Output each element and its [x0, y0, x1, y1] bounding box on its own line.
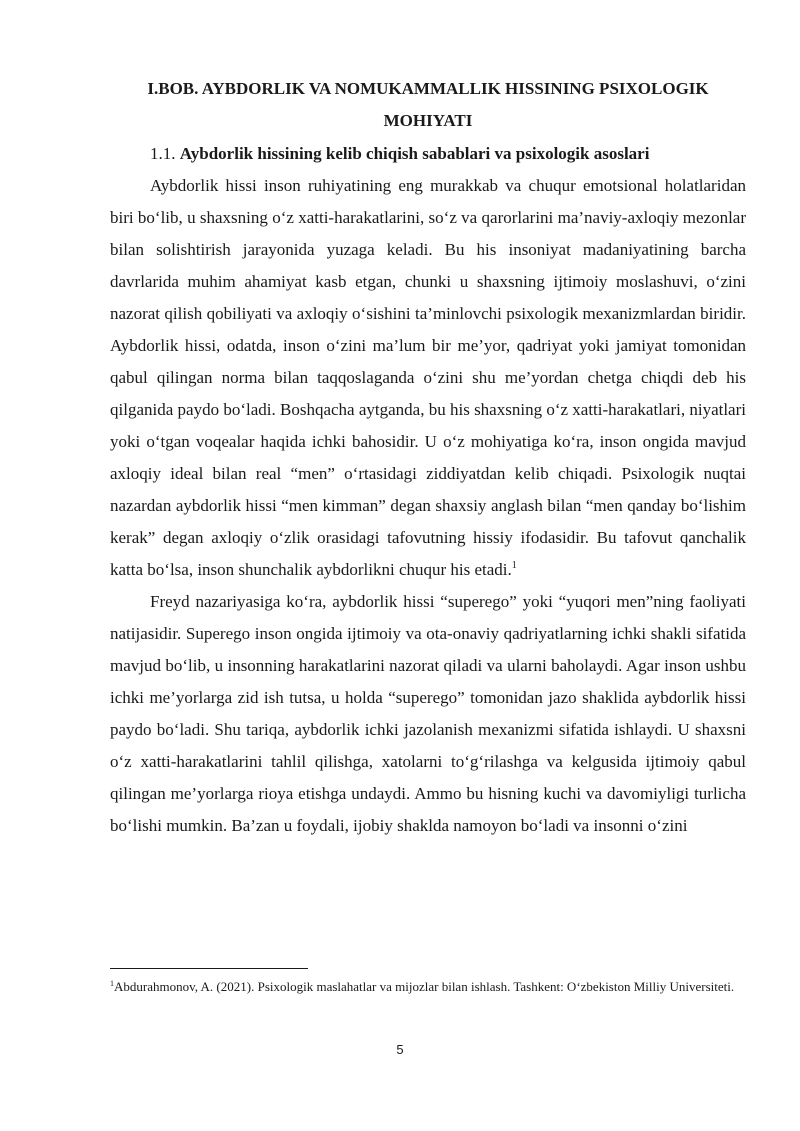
- footnote-divider: [110, 968, 308, 969]
- paragraph: [110, 170, 746, 586]
- footnote: [110, 974, 746, 999]
- page-number: 5: [396, 1042, 404, 1057]
- chapter-title: I.BOB. AYBDORLIK VA NOMUKAMMALLIK HISSINING PSIXOLOGIK MOHIYATI: [147, 79, 709, 130]
- section-heading: [110, 138, 746, 170]
- footnote-reference: 1: [511, 560, 517, 571]
- paragraph: [110, 586, 746, 842]
- paragraph-text: Freyd nazariyasiga ko‘ra, aybdorlik hissi “superego” yoki “yuqori men”ning faoliyati natijasidir. Superego inson ongida ijtimoiy va ota-onaviy qadriyatlarning ichki shakli sifatida mavjud bo‘lib, u insonning harakatlarini nazorat qiladi va ularni baholaydi. Agar inson ushbu ichki me’yorlarga zid ish tutsa, u holda “superego” tomonidan jazo shaklida aybdorlik hissi paydo bo‘ladi. Shu tariqa, aybdorlik ichki jazolanish mexanizmi sifatida ishlaydi. U shaxsni o‘z xatti-harakatlarini tahlil qilishga, xatolarni to‘g‘rilashga va kelgusida ijtimoiy qabul qilingan me’yorlarga rioya etishga undaydi. Ammo bu hisning kuchi va davomiyligi turlicha bo‘lishi mumkin. Ba’zan u foydali, ijobiy shaklda namoyon bo‘ladi va insonni o‘zini: [110, 592, 746, 835]
- paragraph-text: Aybdorlik hissi inson ruhiyatining eng murakkab va chuqur emotsional holatlaridan biri bo‘lib, u shaxsning o‘z xatti-harakatlarini, so‘z va qarorlarini ma’naviy-axloqiy mezonlar bilan solishtirish jarayonida yuzaga keladi. Bu his insoniyat madaniyatining barcha davrlarida muhim ahamiyat kasb etgan, chunki u shaxsning ijtimoiy moslashuvi, o‘zini nazorat qilish qobiliyati va axloqiy o‘sishini ta’minlovchi psixologik mexanizmlardan biridir. Aybdorlik hissi, odatda, inson o‘zini ma’lum bir me’yor, qadriyat yoki jamiyat tomonidan qabul qilingan norma bilan taqqoslaganda o‘zini shu me’yordan chetga chiqdi deb his qilganida paydo bo‘ladi. Boshqacha aytganda, bu his shaxsning o‘z xatti-harakatlari, niyatlari yoki o‘tgan voqealar haqida ichki bahosidir. U o‘z mohiyatiga ko‘ra, inson ongida mavjud axloqiy ideal bilan real “men” o‘rtasidagi ziddiyatdan kelib chiqadi. Psixologik nuqtai nazardan aybdorlik hissi “men kimman” degan shaxsiy anglash bilan “men qanday bo‘lishim kerak” degan axloqiy o‘zlik orasidagi tafovutning hissiy ifodasidir. Bu tafovut qanchalik katta bo‘lsa, inson shunchalik aybdorlikni chuqur his etadi.: [110, 176, 746, 579]
- footnote-marker: 1: [110, 979, 114, 988]
- footnote-text: Abdurahmonov, A. (2021). Psixologik maslahatlar va mijozlar bilan ishlash. Tashkent: O‘zbekiston Milliy Universiteti.: [114, 979, 735, 994]
- section-title: Aybdorlik hissining kelib chiqish sabablari va psixologik asoslari: [179, 144, 650, 163]
- body-text: [110, 170, 746, 842]
- section-number: 1.1.: [150, 144, 176, 163]
